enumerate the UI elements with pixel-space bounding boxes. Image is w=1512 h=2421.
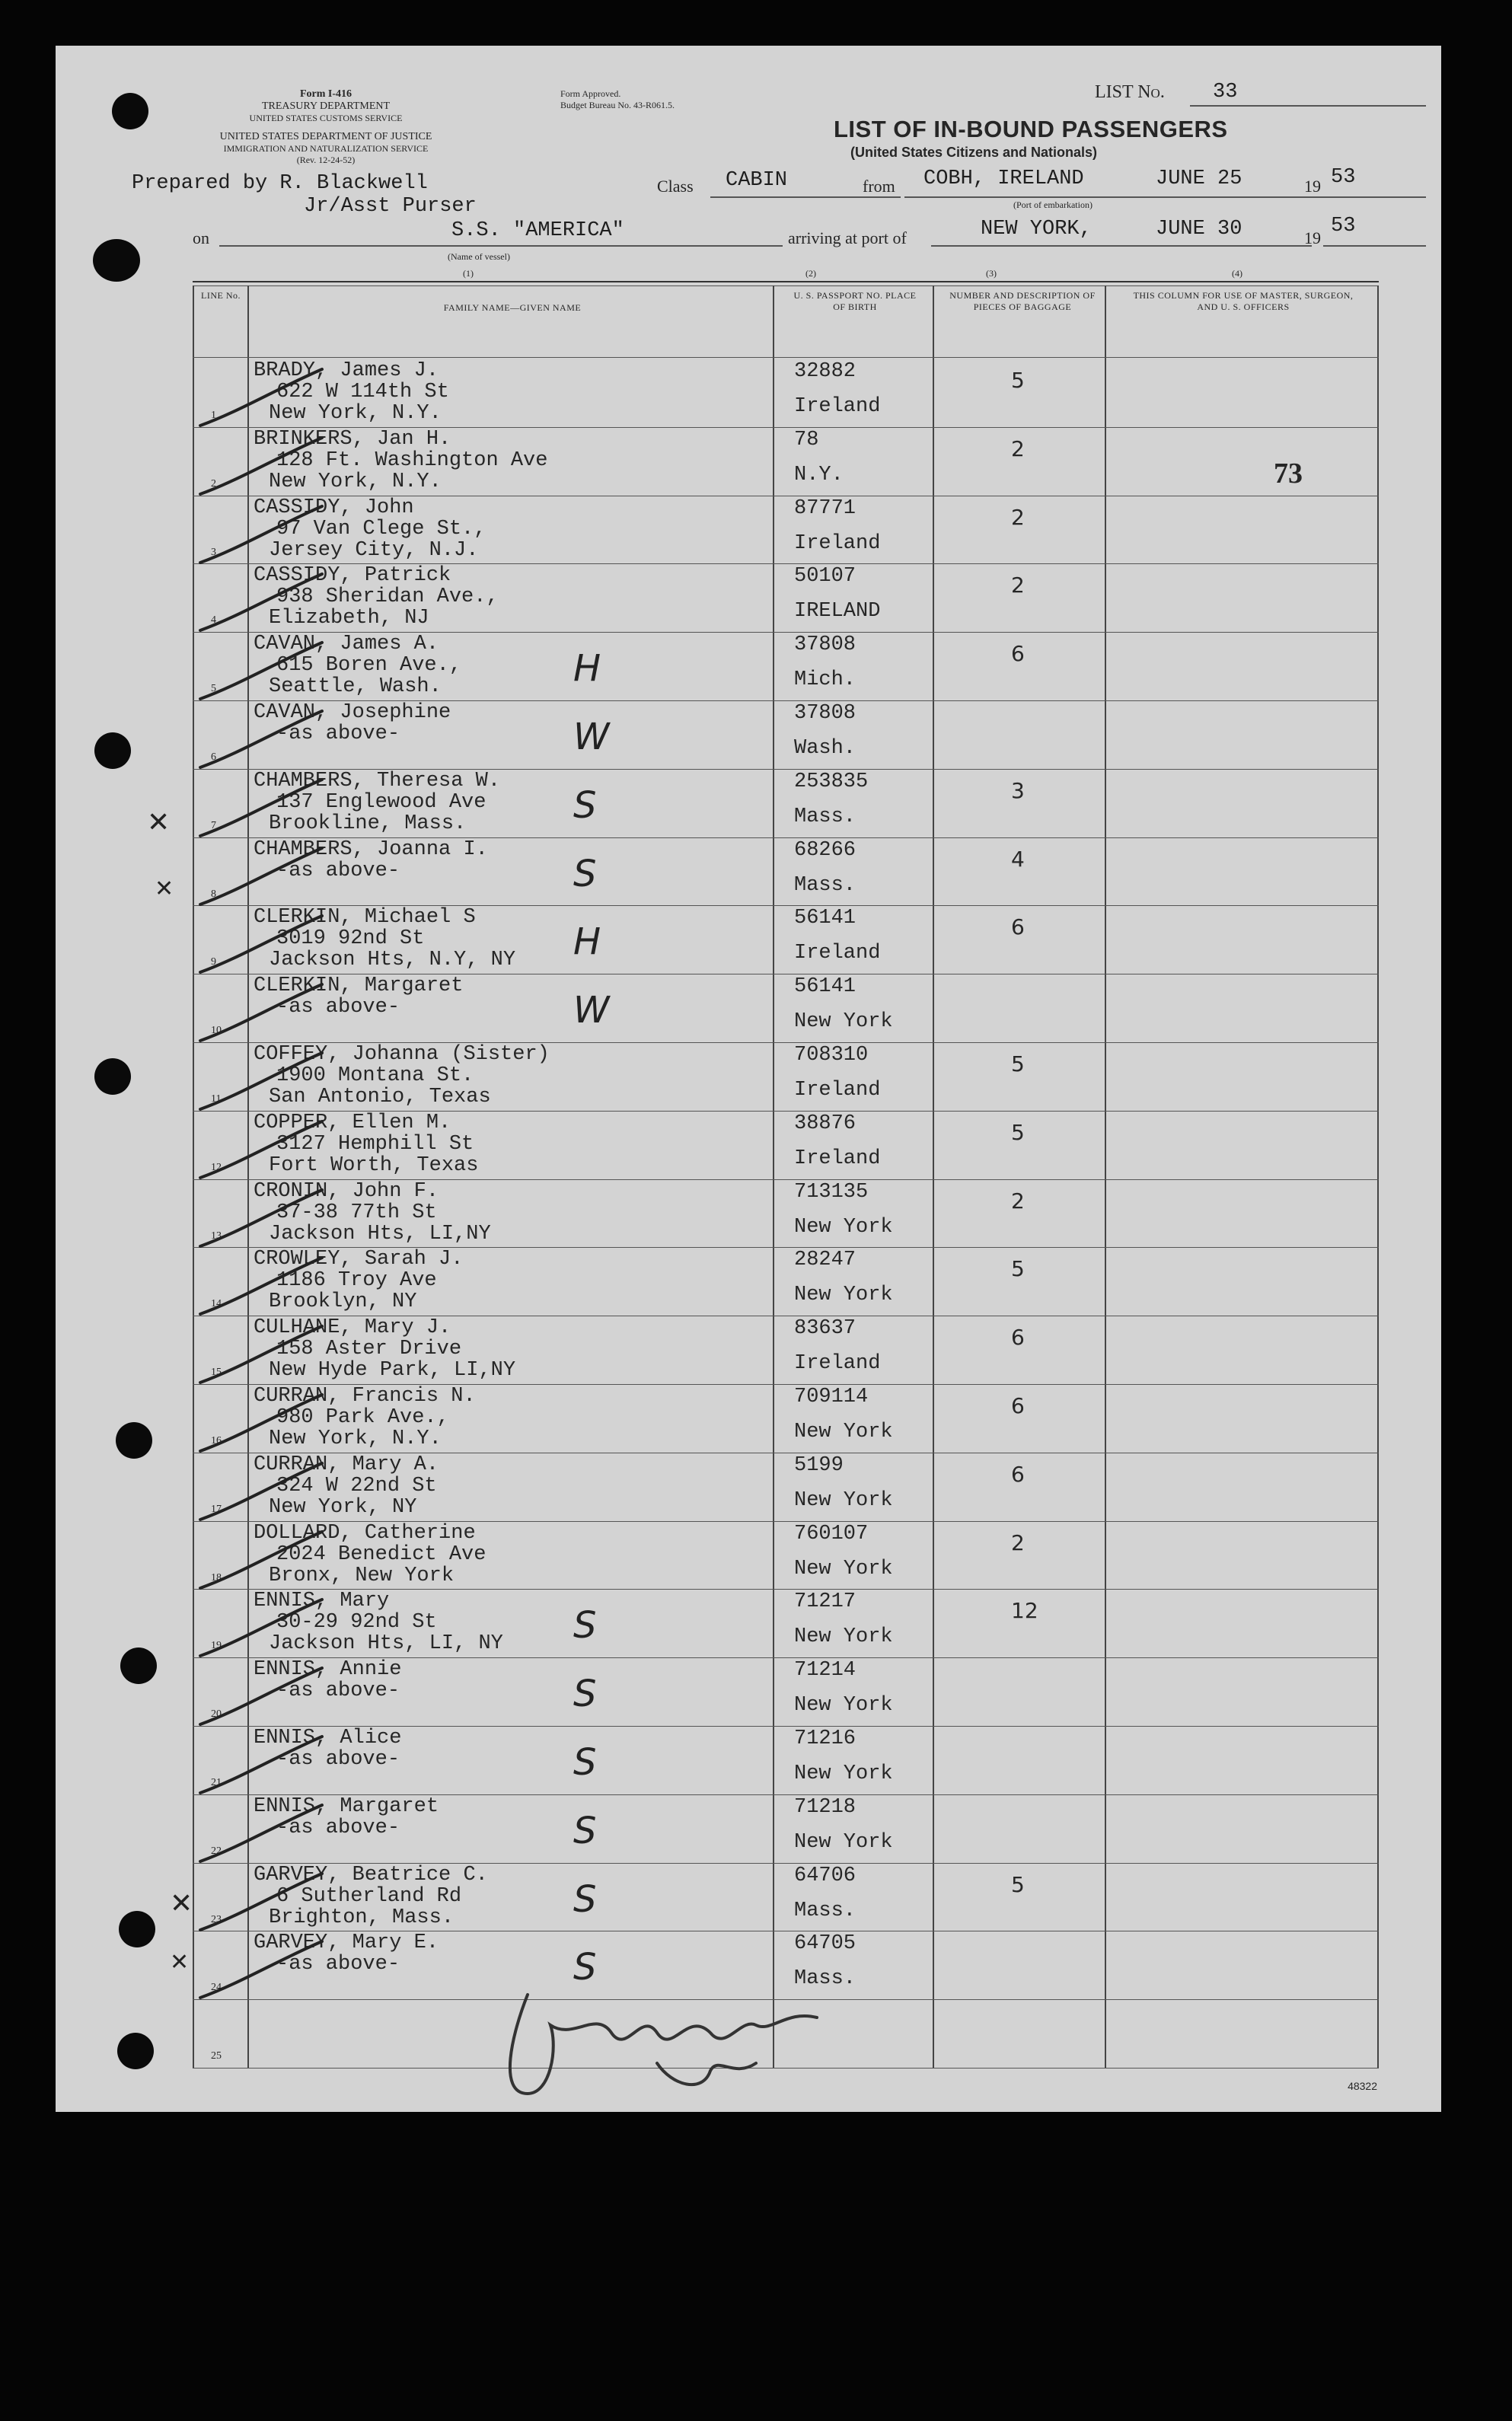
customs-service: UNITED STATES CUSTOMS SERVICE (249, 113, 403, 123)
passenger-name: GARVEY, Beatrice C. (254, 1863, 488, 1887)
handwritten-note: S (573, 1741, 597, 1784)
table-row (193, 563, 1379, 631)
line-number: 7 (211, 819, 216, 831)
check-mark-icon (193, 1187, 330, 1255)
ins-service: IMMIGRATION AND NATURALIZATION SERVICE (223, 143, 429, 154)
justice-block (196, 131, 455, 166)
baggage-count: 5 (1011, 1119, 1025, 1145)
check-mark-icon (193, 913, 330, 981)
passport-number: 64706 (794, 1864, 856, 1887)
place-of-birth: Mass. (794, 1899, 856, 1922)
place-of-birth: Mass. (794, 1967, 856, 1991)
check-mark-icon (193, 435, 330, 503)
passenger-name: ENNIS, Mary (254, 1590, 390, 1613)
col-header-passport: U. S. PASSPORT NO. PLACE OF BIRTH (793, 290, 917, 312)
line-number: 19 (211, 1640, 222, 1652)
check-mark-icon (193, 777, 330, 845)
passport-number: 64705 (794, 1932, 856, 1956)
punch-hole (94, 1058, 131, 1095)
table-row (193, 632, 1379, 700)
passport-number: 71218 (794, 1795, 856, 1819)
punch-hole (93, 239, 140, 282)
officer-note-number: 73 (1274, 458, 1303, 490)
passenger-city: Jackson Hts, N.Y, NY (269, 949, 516, 972)
table-row (193, 1726, 1379, 1794)
passenger-city: New York, N.Y. (269, 470, 442, 493)
table-row (193, 974, 1379, 1041)
place-of-birth: New York (794, 1557, 893, 1581)
line-number: 15 (211, 1367, 222, 1379)
table-row (193, 496, 1379, 563)
line-number: 1 (211, 410, 216, 421)
line-number: 12 (211, 1161, 222, 1173)
baggage-count: 2 (1011, 1188, 1025, 1214)
passenger-address: 938 Sheridan Ave., (276, 585, 499, 609)
passport-number: 38876 (794, 1112, 856, 1135)
from-label: from (863, 177, 895, 196)
table-row (193, 769, 1379, 837)
passport-number: 709114 (794, 1386, 869, 1408)
place-of-birth: Ireland (794, 395, 881, 418)
passenger-address: 622 W 114th St (276, 381, 449, 404)
table-row (193, 1589, 1379, 1657)
passenger-city: Bronx, New York (269, 1564, 455, 1587)
passport-number: 68266 (794, 838, 856, 862)
passenger-name: COFFEY, Johanna (Sister) (254, 1043, 550, 1066)
passport-number: 37808 (794, 702, 856, 725)
passenger-name: CHAMBERS, Theresa W. (254, 769, 501, 793)
passenger-address: 137 Englewood Ave (276, 790, 486, 814)
check-mark-icon (193, 1255, 330, 1323)
passenger-city: Brookline, Mass. (269, 812, 467, 835)
passenger-name: COPPER, Ellen M. (254, 1111, 451, 1134)
place-of-birth: New York (794, 1488, 893, 1512)
place-of-birth: IRELAND (794, 600, 881, 624)
baggage-count: 6 (1011, 1393, 1025, 1418)
table-row (193, 1316, 1379, 1383)
check-mark-icon (193, 1529, 330, 1597)
passenger-city: Jackson Hts, LI,NY (269, 1222, 491, 1246)
place-of-birth: Ireland (794, 942, 881, 965)
handwritten-note: W (573, 989, 610, 1032)
passport-number: 32882 (794, 360, 856, 383)
embarkation-date: JUNE 25 (1156, 167, 1242, 190)
arriving-label: arriving at port of (788, 228, 907, 247)
passenger-city: New Hyde Park, LI,NY (269, 1359, 516, 1383)
baggage-count: 2 (1011, 504, 1025, 530)
passenger-name: ENNIS, Alice (254, 1727, 402, 1750)
line-number: 18 (211, 1571, 222, 1584)
arrival-date: JUNE 30 (1156, 218, 1242, 241)
baggage-count: 5 (1011, 1871, 1025, 1897)
list-no-label: LIST No. (1095, 82, 1165, 102)
line-number: 4 (211, 614, 216, 627)
passport-number: 253835 (794, 770, 869, 793)
line-number: 17 (211, 1503, 222, 1515)
check-mark-icon (193, 1596, 330, 1665)
baggage-count: 12 (1011, 1598, 1038, 1624)
passenger-name: CHAMBERS, Joanna I. (254, 837, 488, 861)
table-row (193, 1111, 1379, 1179)
table-row (193, 700, 1379, 768)
justice-dept: UNITED STATES DEPARTMENT OF JUSTICE (219, 131, 432, 142)
passenger-address: -as above- (276, 859, 400, 882)
check-mark-icon (193, 503, 330, 572)
line-number: 9 (211, 956, 216, 968)
punch-hole (94, 732, 131, 769)
baggage-count: 5 (1011, 368, 1025, 393)
passenger-city: New York, N.Y. (269, 402, 442, 425)
passenger-address: 1186 Troy Ave (276, 1269, 437, 1293)
passenger-address: 2024 Benedict Ave (276, 1542, 486, 1566)
year-1: 53 (1331, 166, 1356, 189)
passenger-address: 615 Boren Ave., (276, 654, 462, 678)
table-row (193, 1521, 1379, 1589)
check-mark-icon (193, 1460, 330, 1529)
line-number: 5 (211, 683, 216, 695)
form-number: Form I-416 (299, 88, 352, 100)
treasury-dept: TREASURY DEPARTMENT (261, 100, 391, 112)
port-caption: (Port of embarkation) (1013, 199, 1093, 210)
passenger-address: 324 W 22nd St (276, 1474, 437, 1498)
passenger-city: Brooklyn, NY (269, 1290, 417, 1314)
table-row (193, 1657, 1379, 1725)
year-prefix-1: 19 (1304, 177, 1321, 196)
check-mark-icon (193, 1734, 330, 1802)
punch-hole (116, 1422, 152, 1459)
passenger-address: 30-29 92nd St (276, 1611, 437, 1635)
place-of-birth: Ireland (794, 1147, 881, 1170)
passenger-name: CULHANE, Mary J. (254, 1316, 451, 1340)
baggage-count: 6 (1011, 1325, 1025, 1351)
check-mark-icon (193, 1665, 330, 1734)
check-mark-icon (193, 981, 330, 1050)
baggage-count: 3 (1011, 777, 1025, 803)
passenger-name: CLERKIN, Margaret (254, 974, 464, 998)
check-mark-icon (193, 1938, 330, 2007)
handwritten-note: H (573, 920, 601, 964)
handwritten-note: H (573, 647, 601, 691)
passenger-address: -as above- (276, 1953, 400, 1976)
handwritten-note: S (573, 852, 597, 895)
line-number: 8 (211, 888, 216, 900)
handwritten-note: S (573, 1673, 597, 1716)
passenger-city: Fort Worth, Texas (269, 1153, 479, 1177)
place-of-birth: Ireland (794, 531, 881, 555)
punch-hole (120, 1647, 157, 1684)
manifest-page (56, 46, 1441, 2112)
line-number: 14 (211, 1298, 222, 1310)
line-number: 24 (211, 1982, 222, 1994)
table-row (193, 427, 1379, 495)
col-3-number: (3) (986, 268, 997, 279)
list-no-value: 33 (1213, 81, 1238, 104)
line-number: 21 (211, 1777, 222, 1788)
line-number: 2 (211, 477, 216, 490)
margin-cross-mark: ✕ (170, 1888, 193, 1919)
passenger-table (193, 285, 1379, 2069)
table-row (193, 359, 1379, 426)
vessel-name: S.S. "AMERICA" (451, 219, 624, 242)
passenger-address: 3127 Hemphill St (276, 1132, 474, 1156)
passenger-name: CASSIDY, Patrick (254, 564, 451, 588)
signature-scrawl (482, 1979, 908, 2109)
table-row (193, 1247, 1379, 1315)
line-number: 25 (211, 2050, 222, 2062)
passport-number: 78 (794, 428, 819, 451)
table-row (193, 1863, 1379, 1931)
passenger-name: CRONIN, John F. (254, 1179, 439, 1203)
passport-number: 83637 (794, 1317, 856, 1341)
col-header-name: FAMILY NAME—GIVEN NAME (443, 302, 582, 313)
baggage-count: 5 (1011, 1256, 1025, 1282)
place-of-birth: Mass. (794, 805, 856, 828)
passport-number: 87771 (794, 496, 856, 520)
place-of-birth: New York (794, 1284, 893, 1307)
check-mark-icon (193, 708, 330, 777)
passenger-name: DOLLARD, Catherine (254, 1521, 476, 1545)
class-value: CABIN (726, 169, 788, 192)
handwritten-note: W (573, 716, 610, 758)
passenger-name: CLERKIN, Michael S (254, 906, 476, 930)
line-number: 16 (211, 1435, 222, 1447)
punch-hole (119, 1911, 155, 1947)
passport-number: 50107 (794, 565, 856, 589)
passenger-name: CASSIDY, John (254, 496, 414, 519)
passenger-name: CROWLEY, Sarah J. (254, 1248, 464, 1271)
line-number: 3 (211, 546, 216, 558)
form-title: LIST OF IN-BOUND PASSENGERS (834, 116, 1228, 142)
passenger-name: ENNIS, Margaret (254, 1794, 439, 1818)
place-of-birth: Mich. (794, 668, 856, 692)
col-4-number: (4) (1232, 268, 1242, 279)
class-label: Class (657, 177, 694, 196)
check-mark-icon (193, 1392, 330, 1460)
passenger-city: Seattle, Wash. (269, 675, 442, 699)
passport-number: 56141 (794, 975, 856, 999)
handwritten-note: S (573, 1877, 597, 1921)
check-mark-icon (193, 1050, 330, 1118)
passenger-address: 128 Ft. Washington Ave (276, 448, 548, 472)
arrival-port: NEW YORK, (981, 218, 1092, 241)
baggage-count: 2 (1011, 435, 1025, 461)
place-of-birth: New York (794, 1421, 893, 1443)
passenger-name: BRINKERS, Jan H. (254, 427, 451, 451)
line-number: 22 (211, 1845, 222, 1857)
handwritten-note: S (573, 1809, 597, 1852)
passenger-address: -as above- (276, 1816, 400, 1839)
handwritten-note: S (573, 783, 597, 827)
passport-number: 71216 (794, 1727, 856, 1750)
line-number: 20 (211, 1708, 222, 1721)
vessel-caption: (Name of vessel) (448, 251, 510, 262)
on-label: on (193, 228, 209, 247)
table-row (193, 1042, 1379, 1110)
place-of-birth: New York (794, 1830, 893, 1854)
passport-number: 713135 (794, 1180, 869, 1204)
col-header-line-no: LINE No. (201, 290, 241, 301)
passenger-address: 3019 92nd St (276, 927, 425, 951)
place-of-birth: Mass. (794, 873, 856, 897)
passenger-name: GARVEY, Mary E. (254, 1931, 439, 1955)
passport-number: 71217 (794, 1590, 856, 1614)
passport-number: 5199 (794, 1453, 844, 1477)
form-serial-number: 48322 (1348, 2080, 1377, 2092)
passenger-address: 980 Park Ave., (276, 1406, 449, 1429)
line-number: 11 (211, 1093, 222, 1105)
check-mark-icon (193, 1323, 330, 1392)
passenger-name: ENNIS, Annie (254, 1658, 402, 1682)
punch-hole (117, 2033, 154, 2069)
budget-bureau: Budget Bureau No. 43-R061.5. (560, 100, 675, 110)
place-of-birth: New York (794, 1762, 893, 1785)
table-row (193, 1179, 1379, 1247)
form-revision: (Rev. 12-24-52) (296, 155, 356, 165)
check-mark-icon (193, 1118, 330, 1187)
margin-cross-mark: ✕ (170, 1949, 190, 1976)
table-row (193, 1453, 1379, 1520)
passenger-address: -as above- (276, 1679, 400, 1703)
passenger-name: BRADY, James J. (254, 359, 439, 382)
check-mark-icon (193, 1802, 330, 1871)
form-approval (560, 88, 675, 111)
year-prefix-2: 19 (1304, 228, 1321, 247)
passenger-name: CAVAN, James A. (254, 633, 439, 656)
table-row (193, 1794, 1379, 1862)
place-of-birth: N.Y. (794, 463, 844, 486)
embarkation-port: COBH, IRELAND (923, 167, 1084, 190)
form-approved: Form Approved. (560, 88, 621, 99)
handwritten-note: S (573, 1604, 597, 1647)
place-of-birth: Ireland (794, 1079, 881, 1102)
col-header-officers: THIS COLUMN FOR USE OF MASTER, SURGEON, AND U. S. OFFICERS (1133, 290, 1354, 312)
baggage-count: 6 (1011, 641, 1025, 667)
passport-number: 71214 (794, 1659, 856, 1683)
margin-cross-mark: ✕ (147, 807, 171, 838)
baggage-count: 5 (1011, 1051, 1025, 1077)
passport-number: 28247 (794, 1249, 856, 1272)
passenger-address: 37-38 77th St (276, 1201, 437, 1224)
col-2-number: (2) (805, 268, 816, 279)
passenger-address: -as above- (276, 996, 400, 1019)
year-2: 53 (1331, 215, 1356, 238)
prepared-title: Jr/Asst Purser (304, 195, 477, 218)
passenger-address: -as above- (276, 722, 400, 745)
form-subtitle: (United States Citizens and Nationals) (850, 145, 1098, 160)
baggage-count: 2 (1011, 573, 1025, 598)
passenger-city: Brighton, Mass. (269, 1906, 455, 1929)
passenger-name: CURRAN, Francis N. (254, 1385, 476, 1408)
passenger-city: New York, NY (269, 1495, 417, 1519)
passenger-city: San Antonio, Texas (269, 1086, 491, 1108)
form-agency-block (238, 88, 413, 124)
table-row (193, 837, 1379, 905)
table-row (193, 905, 1379, 973)
punch-hole (112, 93, 148, 129)
line-number: 23 (211, 1913, 222, 1925)
passenger-city: Elizabeth, NJ (269, 607, 429, 630)
place-of-birth: Ireland (794, 1352, 881, 1376)
check-mark-icon (193, 845, 330, 914)
prepared-by: Prepared by R. Blackwell (132, 172, 428, 195)
passenger-city: Jersey City, N.J. (269, 538, 479, 562)
check-mark-icon (193, 571, 330, 640)
place-of-birth: New York (794, 1694, 893, 1718)
passport-number: 708310 (794, 1044, 869, 1067)
passenger-name: CURRAN, Mary A. (254, 1453, 439, 1476)
baggage-count: 6 (1011, 914, 1025, 940)
baggage-count: 2 (1011, 1529, 1025, 1555)
place-of-birth: New York (794, 1625, 893, 1649)
place-of-birth: New York (794, 1010, 893, 1034)
baggage-count: 4 (1011, 846, 1025, 872)
handwritten-note: S (573, 1946, 597, 1989)
line-number: 10 (211, 1025, 222, 1037)
passenger-address: 6 Sutherland Rd (276, 1884, 462, 1908)
line-number: 6 (211, 751, 216, 763)
passport-number: 37808 (794, 633, 856, 657)
passenger-address: 1900 Montana St. (276, 1064, 474, 1087)
passenger-name: CAVAN, Josephine (254, 701, 451, 724)
baggage-count: 6 (1011, 1461, 1025, 1487)
place-of-birth: Wash. (794, 737, 856, 760)
passenger-city: New York, N.Y. (269, 1427, 442, 1450)
check-mark-icon (193, 1871, 330, 1939)
place-of-birth: New York (794, 1215, 893, 1239)
col-1-number: (1) (463, 268, 474, 279)
table-row (193, 1384, 1379, 1452)
line-number: 13 (211, 1230, 222, 1242)
passenger-address: 97 Van Clege St., (276, 517, 486, 541)
passenger-city: Jackson Hts, LI, NY (269, 1632, 503, 1656)
margin-cross-mark: ✕ (155, 876, 174, 902)
check-mark-icon (193, 366, 330, 435)
col-header-baggage: NUMBER AND DESCRIPTION OF PIECES OF BAGGAGE (949, 290, 1096, 312)
passport-number: 760107 (794, 1522, 869, 1545)
passport-number: 56141 (794, 907, 856, 930)
check-mark-icon (193, 640, 330, 708)
passenger-address: -as above- (276, 1748, 400, 1771)
passenger-address: 158 Aster Drive (276, 1338, 462, 1361)
